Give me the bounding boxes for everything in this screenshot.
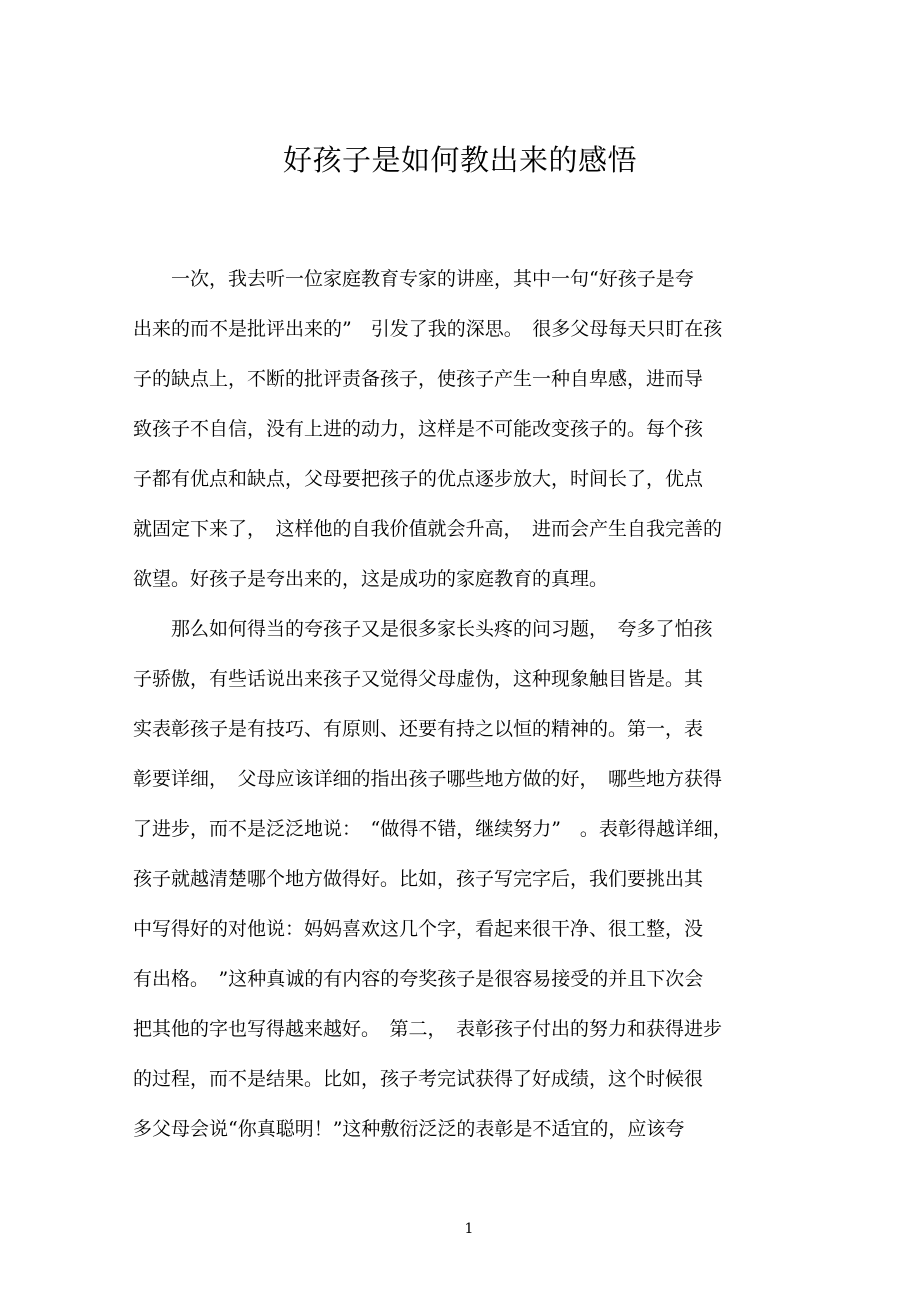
body-text-line: 中写得好的对他说：妈妈喜欢这几个字，看起来很干净、很工整，没: [133, 918, 704, 940]
document-title: 好孩子是如何教出来的感悟: [282, 143, 637, 177]
body-text-line: 孩子就越清楚哪个地方做得好。比如，孩子写完字后，我们要挑出其: [133, 868, 704, 890]
body-text-line: 彰要详细， 父母应该详细的指出孩子哪些地方做的好， 哪些地方获得: [133, 768, 723, 790]
body-text-line: 那么如何得当的夸孩子又是很多家长头疼的问习题， 夸多了怕孩: [133, 618, 713, 640]
body-text-line: 子都有优点和缺点，父母要把孩子的优点逐步放大，时间长了，优点: [133, 468, 704, 490]
body-text-line: 多父母会说“你真聪明！”这种敷衍泛泛的表彰是不适宜的，应该夸: [133, 1118, 685, 1140]
body-text-line: 了进步，而不是泛泛地说： “做得不错，继续努力” 。表彰得越详细，: [133, 818, 732, 840]
body-text-line: 一次，我去听一位家庭教育专家的讲座，其中一句“好孩子是夸: [133, 268, 694, 290]
body-text-line: 就固定下来了， 这样他的自我价值就会升高， 进而会产生自我完善的: [133, 518, 723, 540]
body-text-line: 出来的而不是批评出来的” 引发了我的深思。 很多父母每天只盯在孩: [133, 318, 723, 340]
body-text-line: 子的缺点上，不断的批评责备孩子，使孩子产生一种自卑感，进而导: [133, 368, 704, 390]
body-text-line: 实表彰孩子是有技巧、有原则、还要有持之以恒的精神的。第一，表: [133, 718, 704, 740]
document-body: [133, 254, 793, 1154]
page-number: 1: [464, 1221, 474, 1237]
body-text-line: 的过程，而不是结果。比如，孩子考完试获得了好成绩，这个时候很: [133, 1068, 704, 1090]
body-text-line: 子骄傲，有些话说出来孩子又觉得父母虚伪，这种现象触目皆是。其: [133, 668, 704, 690]
body-text-line: 致孩子不自信，没有上进的动力，这样是不可能改变孩子的。每个孩: [133, 418, 704, 440]
body-text-line: 有出格。 ”这种真诚的有内容的夸奖孩子是很容易接受的并且下次会: [133, 968, 704, 990]
body-text-line: 把其他的字也写得越来越好。 第二， 表彰孩子付出的努力和获得进步: [133, 1018, 723, 1040]
body-text-line: 欲望。好孩子是夸出来的，这是成功的家庭教育的真理。: [133, 568, 609, 590]
